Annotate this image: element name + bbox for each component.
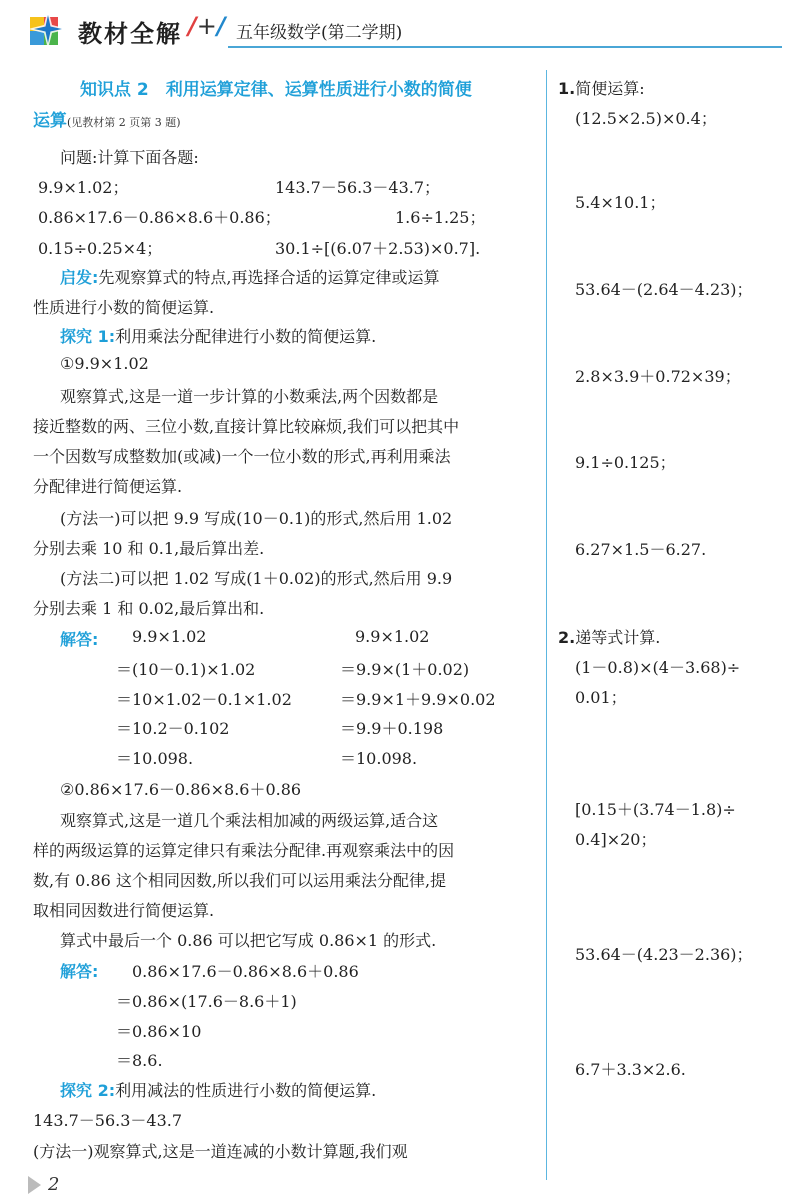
exercise-item: 53.64－(4.23－2.36)； [575, 945, 753, 964]
brand-title: 教材全解 [78, 20, 182, 48]
exercise-item: [0.15＋(3.74－1.8)÷ [575, 800, 736, 819]
calc-step: ＝10×1.02－0.1×1.02 [116, 690, 292, 709]
page-marker-icon [28, 1176, 41, 1194]
paragraph-line: 一个因数写成整数加(或减)一个一位小数的形式,再利用乘法 [33, 447, 451, 466]
paragraph-line: 数,有 0.86 这个相同因数,所以我们可以运用乘法分配律,提 [33, 871, 447, 890]
section-title: 知识点 2 利用运算定律、运算性质进行小数的简便 [80, 80, 472, 100]
hint-line: 启发:先观察算式的特点,再选择合适的运算定律或运算 [60, 268, 440, 287]
exercise-item: 0.01； [575, 688, 627, 707]
section-title-cont: 运算(见教材第 2 页第 3 题) [33, 111, 181, 131]
exercise-1-title: 1.简便运算: [558, 79, 645, 98]
exercise-item: 6.7＋3.3×2.6. [575, 1060, 686, 1079]
calc-step: ＝(10－0.1)×1.02 [116, 660, 256, 679]
exercise-item: 5.4×10.1； [575, 193, 666, 212]
column-divider [546, 70, 547, 1180]
page-number: 2 [48, 1174, 60, 1195]
paragraph-line: 取相同因数进行简便运算. [33, 901, 215, 920]
exercise-item: 9.1÷0.125； [575, 453, 676, 472]
calc-step: 9.9×1.02 [355, 627, 430, 646]
calc-step: ＝9.9×(1＋0.02) [340, 660, 470, 679]
paragraph-line: (方法一)观察算式,这是一道连减的小数计算题,我们观 [33, 1142, 408, 1161]
exercise-item: (1－0.8)×(4－3.68)÷ [575, 658, 741, 677]
exercise-item: 6.27×1.5－6.27. [575, 540, 707, 559]
paragraph-line: 分配律进行简便运算. [33, 477, 183, 496]
sub-problem: ②0.86×17.6－0.86×8.6＋0.86 [60, 780, 302, 799]
calc-step: ＝10.098. [116, 749, 194, 768]
calc-step: ＝0.86×10 [116, 1022, 202, 1041]
paragraph-line: 观察算式,这是一道一步计算的小数乘法,两个因数都是 [60, 387, 439, 406]
calc-step: ＝0.86×(17.6－8.6＋1) [116, 992, 297, 1011]
page-header [0, 0, 790, 56]
calc-step: ＝10.2－0.102 [116, 719, 230, 738]
explore-heading: 探究 2:利用减法的性质进行小数的简便运算. [60, 1081, 377, 1100]
sub-problem: ①9.9×1.02 [60, 354, 149, 373]
explore-heading: 探究 1:利用乘法分配律进行小数的简便运算. [60, 327, 377, 346]
problem-item: 0.15÷0.25×4； [38, 239, 163, 258]
sub-problem: 143.7－56.3－43.7 [33, 1111, 183, 1130]
problem-item: 30.1÷[(6.07＋2.53)×0.7]. [275, 239, 481, 258]
exercise-item: 0.4]×20； [575, 830, 657, 849]
grade-label: 五年级数学(第二学期) [236, 23, 403, 43]
problem-item: 143.7－56.3－43.7； [275, 178, 441, 197]
paragraph-line: (方法一)可以把 9.9 写成(10－0.1)的形式,然后用 1.02 [60, 509, 453, 528]
calc-step: ＝9.9＋0.198 [340, 719, 444, 738]
textbook-ref: (见教材第 2 页第 3 题) [67, 116, 181, 129]
calc-step: ＝8.6. [116, 1051, 163, 1070]
calc-step: 0.86×17.6－0.86×8.6＋0.86 [132, 962, 359, 981]
header-rule [228, 46, 782, 48]
plus-mark: /+/ [188, 12, 226, 40]
paragraph-line: 样的两级运算的运算定律只有乘法分配律.再观察乘法中的因 [33, 841, 455, 860]
calc-step: 9.9×1.02 [132, 627, 207, 646]
paragraph-line: 观察算式,这是一道几个乘法相加减的两级运算,适合这 [60, 811, 439, 830]
exercise-item: 2.8×3.9＋0.72×39； [575, 367, 741, 386]
calc-step: ＝10.098. [340, 749, 418, 768]
paragraph-line: 接近整数的两、三位小数,直接计算比较麻烦,我们可以把其中 [33, 417, 460, 436]
paragraph-line: (方法二)可以把 1.02 写成(1＋0.02)的形式,然后用 9.9 [60, 569, 453, 588]
calc-step: ＝9.9×1＋9.9×0.02 [340, 690, 496, 709]
problem-item: 1.6÷1.25； [395, 208, 486, 227]
paragraph-line: 算式中最后一个 0.86 可以把它写成 0.86×1 的形式. [60, 931, 437, 950]
paragraph-line: 分别去乘 10 和 0.1,最后算出差. [33, 539, 265, 558]
question-intro: 问题:计算下面各题: [60, 148, 199, 167]
paragraph-line: 分别去乘 1 和 0.02,最后算出和. [33, 599, 265, 618]
exercise-2-title: 2.递等式计算. [558, 628, 661, 647]
exercise-item: (12.5×2.5)×0.4； [575, 109, 717, 128]
problem-item: 9.9×1.02； [38, 178, 129, 197]
answer-label: 解答: [60, 962, 99, 981]
star-logo-icon [26, 9, 70, 51]
problem-item: 0.86×17.6－0.86×8.6＋0.86； [38, 208, 281, 227]
paragraph-line: 性质进行小数的简便运算. [33, 298, 215, 317]
exercise-item: 53.64－(2.64－4.23)； [575, 280, 753, 299]
answer-label: 解答: [60, 630, 99, 649]
